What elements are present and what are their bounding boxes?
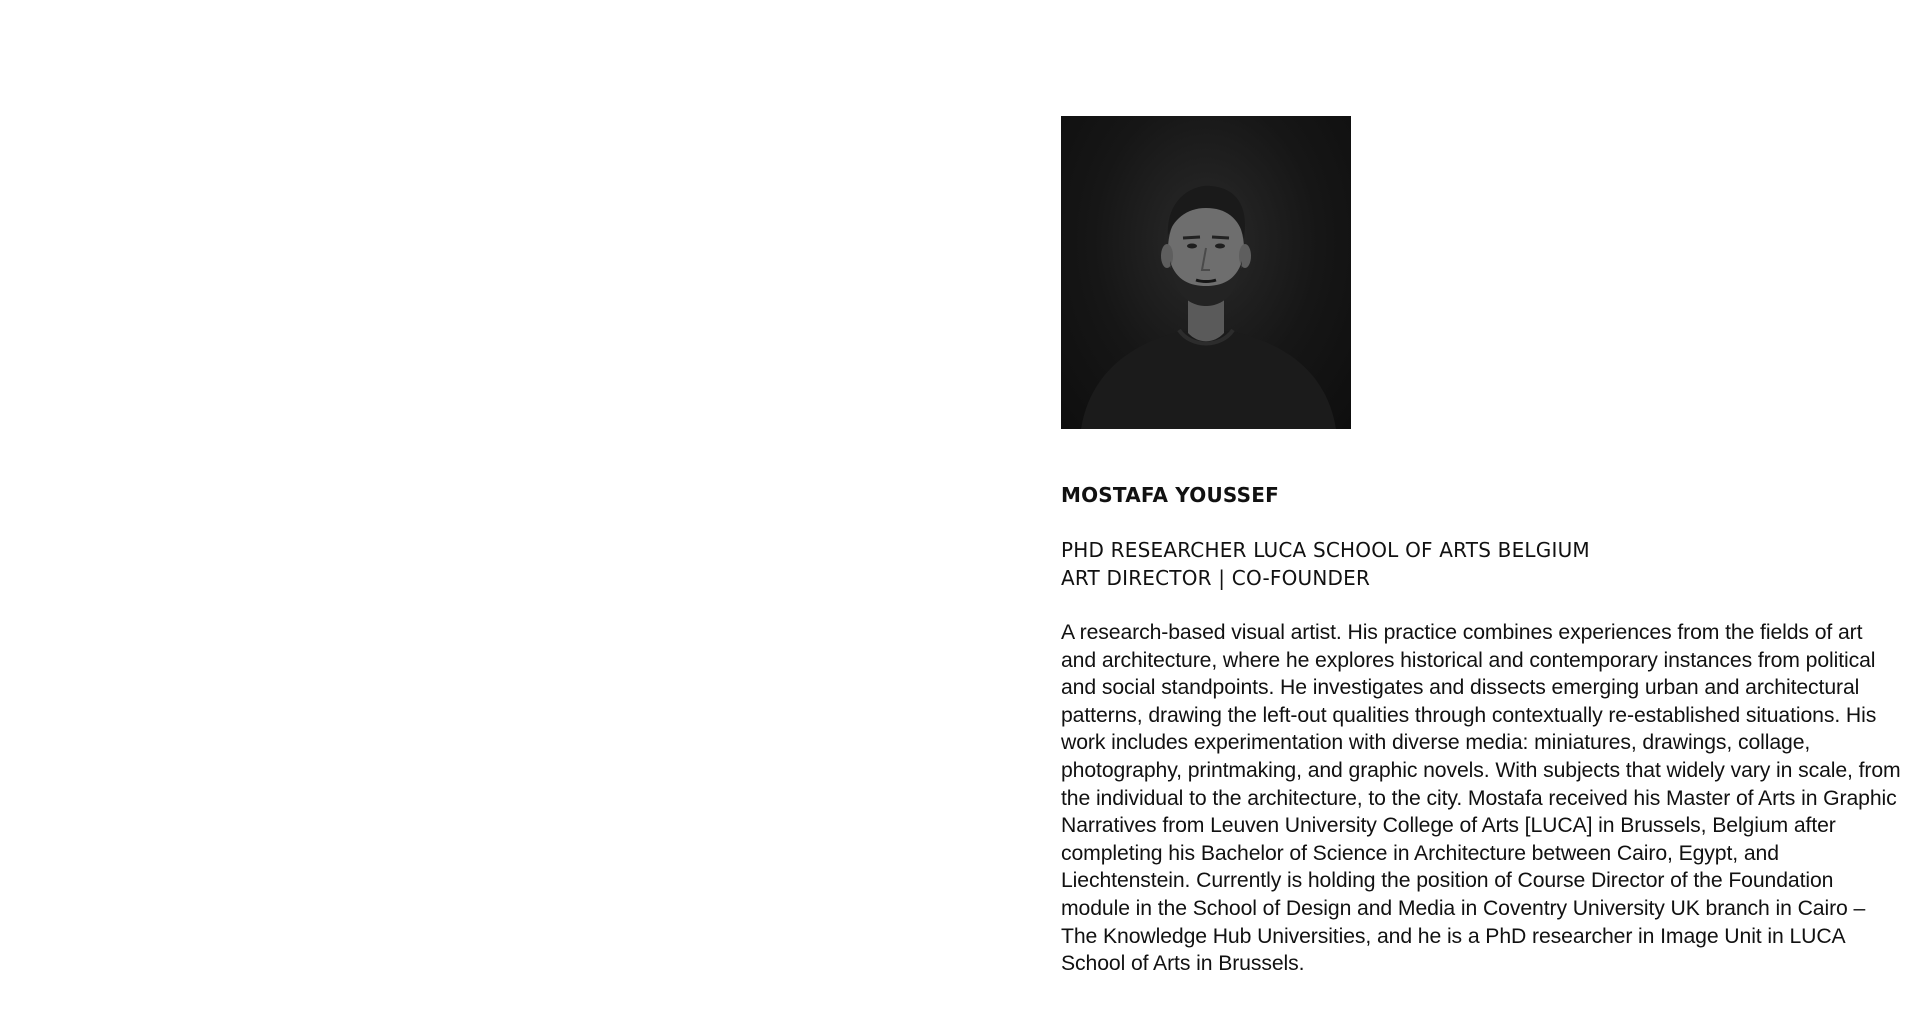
role-line-phd: PHD RESEARCHER LUCA SCHOOL OF ARTS BELGIUM bbox=[1061, 538, 1590, 562]
profile-bio: A research-based visual artist. His practice combines experiences from the fields of art and architecture, where he explores historical and contemporary instances from political and social standpoints. He investigates and dissects emerging urban and architectural patterns, drawing the left-out qualities through contextually re-established situations. His work includes experimentation with diverse media: miniatures, drawings, collage, photography, printmaking, and graphic novels. With subjects that widely vary in scale, from the individual to the architecture, to the city. Mostafa received his Master of Arts in Graphic Narratives from Leuven University College of Arts [LUCA] in Brussels, Belgium after completing his Bachelor of Science in Architecture between Cairo, Egypt, and Liechtenstein. Currently is holding the position of Course Director of the Foundation module in the School of Design and Media in Coventry University UK branch in Cairo – The Knowledge Hub Universities, and he is a PhD researcher in Image Unit in LUCA School of Arts in Brussels. bbox=[1061, 621, 1901, 976]
profile-section bbox=[1061, 116, 1901, 999]
role-line-art-director: ART DIRECTOR | CO-FOUNDER bbox=[1061, 566, 1371, 590]
profile-name: MOSTAFA YOUSSEF bbox=[1061, 483, 1279, 507]
profile-roles bbox=[1061, 536, 1901, 592]
portrait-figure bbox=[1061, 116, 1351, 429]
portrait-photo bbox=[1061, 116, 1351, 429]
